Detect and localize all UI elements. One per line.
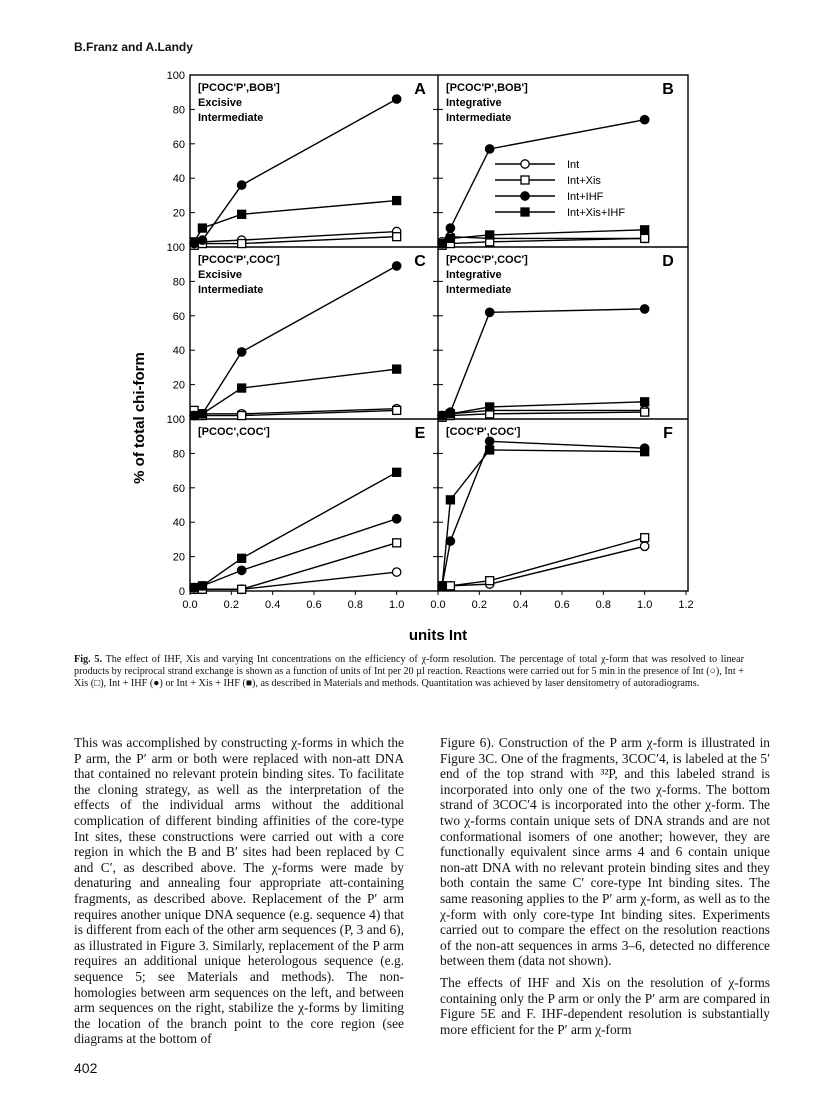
filled-square-marker: [198, 224, 206, 232]
y-tick-label: 40: [172, 173, 185, 186]
x-tick-label: 1.0: [637, 599, 653, 611]
x-tick-label: 0.4: [513, 599, 529, 611]
series-line: [194, 409, 397, 416]
panel-title: [PCOC'P',BOB']: [446, 82, 528, 94]
y-tick-label: 100: [166, 242, 185, 254]
panel-subtitle: Intermediate: [198, 112, 264, 124]
filled-square-marker: [238, 210, 246, 218]
filled-square-marker: [486, 403, 494, 411]
figure-border: [190, 75, 688, 591]
y-axis-label: % of total chi-form: [131, 352, 148, 484]
series-line: [442, 238, 645, 245]
filled-circle-marker: [237, 348, 245, 356]
y-tick-label: 40: [172, 517, 185, 530]
series-line: [194, 201, 397, 242]
panel-subtitle: Excisive: [198, 97, 243, 109]
panel-title: [PCOC',COC']: [198, 426, 270, 438]
page-number: 402: [74, 1060, 98, 1076]
running-header: B.Franz and A.Landy: [74, 40, 193, 54]
filled-square-marker: [641, 398, 649, 406]
series-line: [442, 309, 645, 416]
legend-label: Int+Xis+IHF: [567, 207, 626, 219]
filled-square-marker: [641, 226, 649, 234]
panel-subtitle: Intermediate: [446, 284, 512, 296]
x-tick-label: 0.2: [471, 599, 487, 611]
series-line: [442, 441, 645, 585]
x-tick-label: 0.6: [306, 599, 322, 611]
filled-square-marker: [238, 554, 246, 562]
filled-square-marker: [486, 446, 494, 454]
series-line: [442, 230, 645, 244]
panel-letter: C: [414, 253, 426, 270]
x-tick-label: 1.2: [678, 599, 694, 611]
y-tick-label: 100: [166, 70, 185, 82]
filled-circle-marker: [198, 236, 206, 244]
open-square-marker: [393, 406, 401, 414]
filled-circle-marker: [485, 437, 493, 445]
series-line: [194, 410, 397, 415]
caption-label: Fig. 5.: [74, 654, 103, 665]
filled-square-marker: [446, 496, 454, 504]
panel-letter: B: [662, 81, 674, 98]
filled-square-marker: [190, 584, 198, 592]
figure-text: [131, 70, 694, 644]
filled-circle-marker: [640, 116, 648, 124]
filled-square-marker: [198, 582, 206, 590]
series-line: [194, 543, 397, 589]
filled-square-marker: [438, 240, 446, 248]
figure-caption: [74, 654, 744, 691]
filled-circle-marker: [446, 537, 454, 545]
filled-circle-marker: [237, 181, 245, 189]
filled-square-marker: [438, 412, 446, 420]
open-square-marker: [486, 577, 494, 585]
y-tick-label: 20: [172, 207, 185, 220]
open-square-marker: [238, 585, 246, 593]
filled-square-marker: [238, 384, 246, 392]
panel-subtitle: Integrative: [446, 269, 502, 281]
filled-square-marker: [438, 582, 446, 590]
body-paragraph: The effects of IHF and Xis on the resolution of χ-forms containing only the P arm or only the P′ arm are compared in Figure 5E and F. IHF-dependent resolution is substantially more efficient for the P′ arm χ-form: [440, 974, 770, 1037]
panel-title: [PCOC'P',BOB']: [198, 82, 280, 94]
x-tick-label: 0.2: [223, 599, 239, 611]
figure-marks: [190, 95, 649, 594]
filled-circle-marker: [237, 566, 245, 574]
panel-subtitle: Intermediate: [446, 112, 512, 124]
series-line: [194, 369, 397, 415]
x-tick-label: 0.6: [554, 599, 570, 611]
filled-square-marker: [641, 448, 649, 456]
x-tick-label: 0.0: [182, 599, 198, 611]
panel-letter: F: [663, 425, 673, 442]
panel-subtitle: Integrative: [446, 97, 502, 109]
open-circle-marker: [640, 542, 648, 550]
y-tick-label: 80: [172, 448, 185, 461]
filled-square-marker: [446, 410, 454, 418]
filled-circle-marker: [485, 308, 493, 316]
legend-label: Int+Xis: [567, 175, 601, 187]
open-square-marker: [641, 408, 649, 416]
open-square-marker: [641, 534, 649, 542]
panel-title: [COC'P',COC']: [446, 426, 521, 438]
open-square-marker: [641, 234, 649, 242]
open-square-marker: [238, 240, 246, 248]
filled-circle-marker: [392, 95, 400, 103]
body-paragraph: Figure 6). Construction of the P arm χ-form is illustrated in Figure 3C. One of the fragments, 3COC′4, is labeled at the 5′ end of the top strand with ³²P, and this labeled strand is incorporated into only one of the two χ-forms. The bottom strand of 3COC′4 is incorporated into the other χ-form. The two χ-forms contain unique sets of DNA strands and are not conformational isomers of one another; however, they are functionally equivalent since arms 4 and 6 contain unique non-att DNA with no relevant protein binding sites and they both contain the same C′ core-type Int binding sites. The same reasoning applies to the P′ arm χ-form, as well as to the χ-form with only core-type Int binding sites. Experiments carried out to compare the effect on the resolution reactions of the non-att sequences in arms 3–6, detected no difference between them (data not shown).: [440, 735, 770, 969]
filled-square-marker: [393, 197, 401, 205]
panel-title: [PCOC'P',COC']: [446, 254, 528, 266]
x-tick-label: 1.0: [389, 599, 405, 611]
filled-circle-marker: [446, 224, 454, 232]
x-tick-label: 0.0: [430, 599, 446, 611]
filled-circle-marker: [392, 515, 400, 523]
x-tick-label: 0.8: [595, 599, 611, 611]
panel-letter: E: [414, 425, 426, 442]
filled-square-marker: [393, 365, 401, 373]
filled-circle-marker: [521, 192, 529, 200]
filled-square-marker: [521, 208, 529, 216]
body-column-left: [74, 735, 404, 1047]
open-square-marker: [446, 582, 454, 590]
body-column-right: [440, 735, 770, 1037]
filled-square-marker: [190, 238, 198, 246]
series-line: [194, 572, 397, 589]
panel-subtitle: Excisive: [198, 269, 243, 281]
series-line: [442, 412, 645, 417]
open-square-marker: [521, 176, 529, 184]
filled-circle-marker: [392, 262, 400, 270]
x-tick-label: 0.4: [265, 599, 281, 611]
y-tick-label: 100: [166, 414, 185, 426]
filled-square-marker: [446, 234, 454, 242]
filled-square-marker: [486, 231, 494, 239]
panel-title: [PCOC'P',COC']: [198, 254, 280, 266]
y-tick-label: 60: [172, 310, 185, 323]
panel-subtitle: Intermediate: [198, 284, 264, 296]
y-tick-label: 80: [172, 276, 185, 289]
x-axis-label: units Int: [408, 627, 468, 644]
figure-frame: [190, 75, 688, 595]
y-tick-label: 20: [172, 379, 185, 392]
legend-label: Int: [567, 159, 580, 171]
open-circle-marker: [521, 160, 529, 168]
y-tick-label: 0: [178, 586, 185, 598]
filled-square-marker: [198, 410, 206, 418]
open-circle-marker: [392, 568, 400, 576]
filled-square-marker: [190, 412, 198, 420]
filled-circle-marker: [640, 305, 648, 313]
series-line: [194, 472, 397, 587]
panel-letter: A: [414, 81, 426, 98]
legend-label: Int+IHF: [567, 191, 604, 203]
y-tick-label: 20: [172, 551, 185, 564]
open-square-marker: [393, 539, 401, 547]
open-square-marker: [238, 412, 246, 420]
series-line: [442, 538, 645, 586]
body-paragraph: This was accomplished by constructing χ-forms in which the P arm, the P′ arm or both were replaced with non-att DNA that contained no relevant protein binding sites. To facilitate the cloning strategy, as well as the interpretation of the effects of the individual arms without the additional complication of different binding affinities of the core-type Int sites, these constructions were carried out with a core region in which the B and B′ sites had been replaced by C and C′, as described above. The χ-forms were made by denaturing and annealing four appropriate att-containing fragments, as described above. Replacement of the P′ arm requires another unique DNA sequence (e.g. sequence 4) that is different from each of the other arm sequences (P, 3 and 6), as illustrated in Figure 3. Similarly, replacement of the P arm requires an additional unique heterologous sequence (e.g. sequence 5; see Materials and methods). The non-homologies between arm sequences on the left, and between arm sequences on the right, stabilize the χ-forms by limiting the location of the branch point to the core region (see diagrams at the bottom of: [74, 735, 404, 1047]
y-tick-label: 40: [172, 345, 185, 358]
caption-text: The effect of IHF, Xis and varying Int concentrations on the efficiency of χ-form resolution. The percentage of total χ-form that was resolved to linear products by reciprocal strand exchange is shown as a function of units of Int per 20 µl reaction. Reactions were carried out for 5 min in the presence of Int (○), Int + Xis (□), Int + IHF (●) or Int + Xis + IHF (■), as described in Materials and methods. Quantitation was achieved by laser densitometry of autoradiograms.: [74, 654, 744, 690]
panel-letter: D: [662, 253, 674, 270]
y-tick-label: 80: [172, 104, 185, 117]
x-tick-label: 0.8: [347, 599, 363, 611]
filled-circle-marker: [485, 145, 493, 153]
filled-square-marker: [393, 468, 401, 476]
series-line: [442, 120, 645, 244]
y-tick-label: 60: [172, 482, 185, 495]
open-square-marker: [393, 233, 401, 241]
y-tick-label: 60: [172, 138, 185, 151]
